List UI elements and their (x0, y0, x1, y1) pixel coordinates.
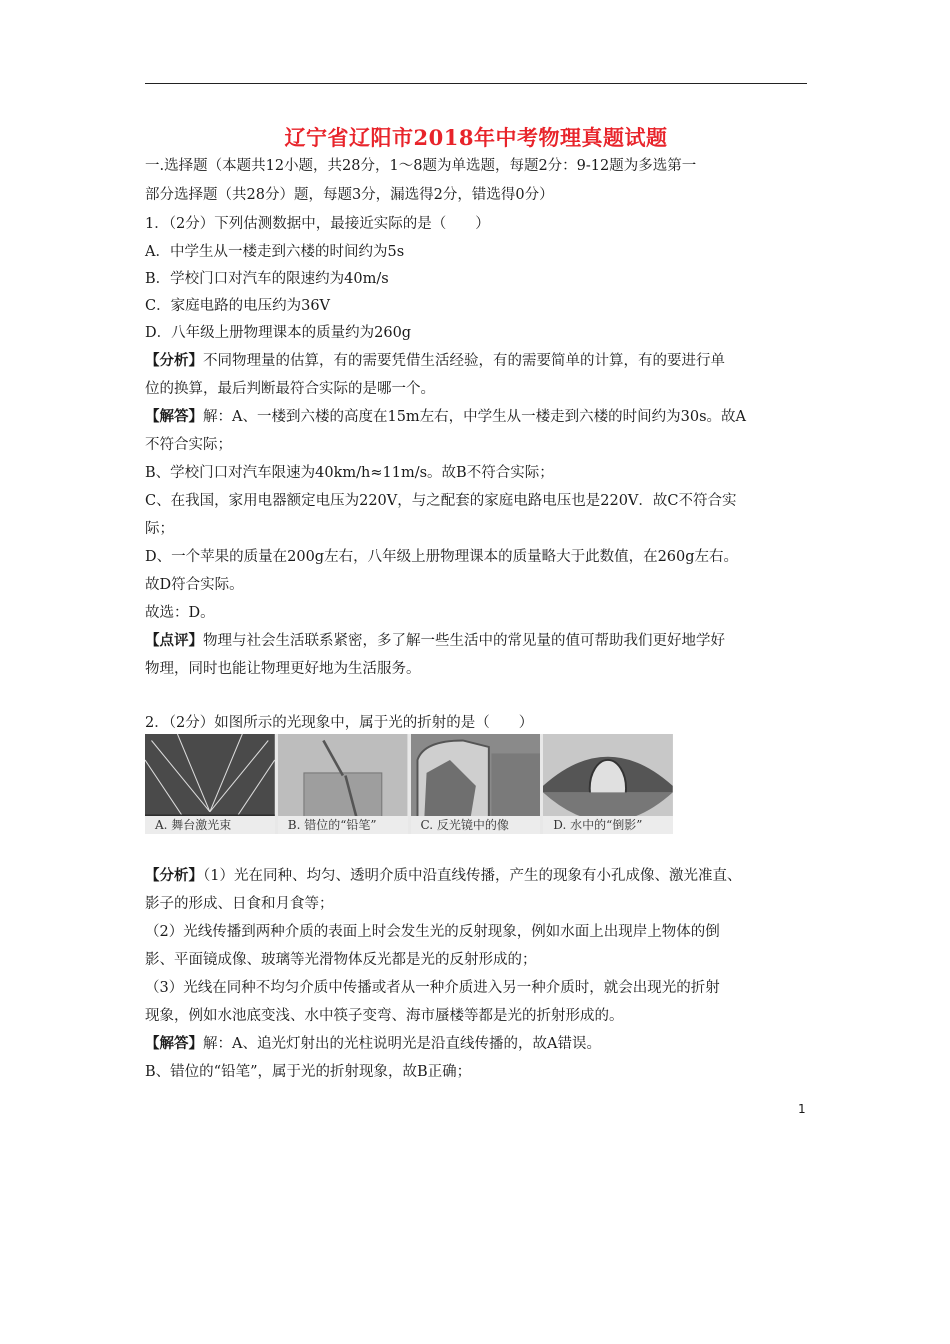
photo-water-reflection (543, 734, 673, 834)
q1-analysis-line-1: 【分析】不同物理量的估算，有的需要凭借生活经验，有的需要简单的计算，有的要进行单 (145, 352, 725, 369)
photo-stage-laser (145, 734, 275, 834)
analysis-tag: 【分析】 (145, 352, 203, 369)
caption-d: D. 水中的“倒影” (543, 816, 673, 834)
q1-answer-line-1: 【解答】解：A、一楼到六楼的高度在15m左右，中学生从一楼走到六楼的时间约为30s。故A (145, 408, 747, 425)
q2-analysis-line-6: 现象，例如水池底变浅、水中筷子变弯、海市蜃楼等都是光的折射形成的。 (145, 1008, 624, 1024)
q1-comment-line-1: 【点评】物理与社会生活联系紧密，多了解一些生活中的常见量的值可帮助我们更好地学好 (145, 632, 725, 649)
q1-analysis-line-2: 位的换算，最后判断最符合实际的是哪一个。 (145, 381, 435, 397)
q1-answer-line-3: B、学校门口对汽车限速为40km/h≈11m/s。故B不符合实际； (145, 465, 554, 481)
q1-answer-line-7: 故D符合实际。 (145, 577, 244, 593)
q2-analysis-line-4: 影、平面镜成像、玻璃等光滑物体反光都是光的反射形成的； (145, 952, 537, 968)
caption-c: C. 反光镜中的像 (411, 816, 541, 834)
caption-a: A. 舞台激光束 (145, 816, 275, 834)
q1-option-d: D．八年级上册物理课本的质量约为260g (145, 325, 412, 341)
q2-stem: 2．（2分）如图所示的光现象中，属于光的折射的是（ ） (145, 715, 534, 731)
photo-pencil-in-water (278, 734, 408, 834)
q2-answer-line-2: B、错位的“铅笔”，属于光的折射现象，故B正确； (145, 1064, 472, 1080)
q1-comment-line-2: 物理，同时也能让物理更好地为生活服务。 (145, 661, 421, 677)
section-heading-line-1: 一.选择题（本题共12小题，共28分，1～8题为单选题，每题2分：9-12题为多选第一 (145, 158, 697, 174)
header-rule (145, 83, 807, 84)
q2-analysis-line-5: （3）光线在同种不均匀介质中传播或者从一种介质进入另一种介质时，就会出现光的折射 (145, 980, 720, 996)
page-number: 1 (798, 1102, 806, 1116)
q1-option-b: B．学校门口对汽车的限速约为40m/s (145, 271, 389, 287)
comment-tag: 【点评】 (145, 632, 203, 649)
q2-analysis-line-2: 影子的形成、日食和月食等； (145, 896, 334, 912)
q1-option-c: C．家庭电路的电压约为36V (145, 298, 331, 314)
q2-analysis-line-3: （2）光线传播到两种介质的表面上时会发生光的反射现象，例如水面上出现岸上物体的倒 (145, 924, 720, 940)
section-heading-line-2: 部分选择题（共28分）题，每题3分，漏选得2分，错选得0分） (145, 187, 554, 203)
q2-answer-line-1: 【解答】解：A、追光灯射出的光柱说明光是沿直线传播的，故A错误。 (145, 1035, 601, 1052)
answer-tag: 【解答】 (145, 1035, 203, 1052)
q1-answer-line-6: D、一个苹果的质量在200g左右，八年级上册物理课本的质量略大于此数值，在260g左右。 (145, 549, 739, 565)
q2-figure (145, 734, 673, 834)
q1-answer-line-5: 际； (145, 521, 174, 537)
q2-analysis-line-1: 【分析】（1）光在同种、均匀、透明介质中沿直线传播，产生的现象有小孔成像、激光准直、 (145, 867, 742, 884)
q1-answer-line-2: 不符合实际； (145, 437, 232, 453)
answer-tag: 【解答】 (145, 408, 203, 425)
photo-mirror-image (411, 734, 541, 834)
q1-answer-line-4: C、在我国，家用电器额定电压为220V，与之配套的家庭电路电压也是220V．故C不符合实 (145, 493, 737, 509)
q1-option-a: A．中学生从一楼走到六楼的时间约为5s (145, 244, 405, 260)
analysis-tag: 【分析】 (145, 867, 203, 884)
page-title: 辽宁省辽阳市2018年中考物理真题试题 (284, 125, 668, 150)
caption-b: B. 错位的“铅笔” (278, 816, 408, 834)
q1-answer-line-8: 故选：D。 (145, 605, 215, 621)
q1-stem: 1．（2分）下列估测数据中，最接近实际的是（ ） (145, 216, 490, 232)
